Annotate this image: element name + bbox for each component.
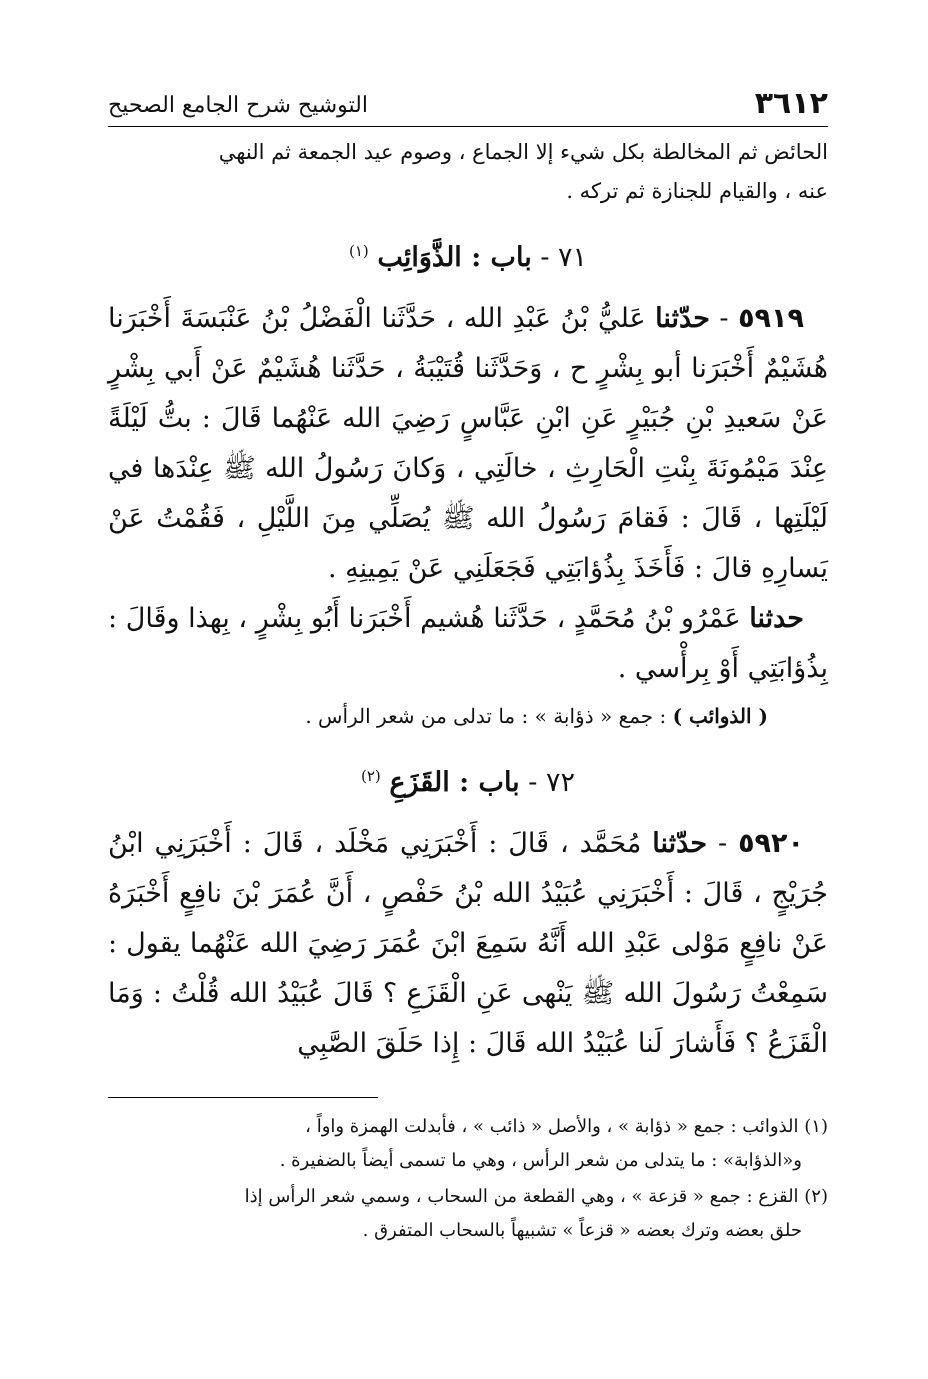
hadith-5919 (108, 294, 828, 594)
hadith-opening: حدّثنا (652, 828, 708, 859)
page-number: ٣٦١٢ (754, 86, 828, 121)
hadith-text: مُحَمَّد ، قَالَ : أَخْبَرَنِي مَخْلَد ، قَالَ : أَخْبَرَنِي ابْنُ جُرَيْجٍ ، قَالَ : أَخْبَرَنِي عُبَيْدُ الله بْنُ حَفْصٍ ، أَنَّ عُمَرَ بْنَ نافِعٍ أَخْبَرَهُ عَنْ نافِعٍ مَوْلى عَبْدِ الله أَنَّهُ سَمِعَ ابْنَ عُمَرَ رَضِيَ الله عَنْهُما يقول : سَمِعْتُ رَسُولَ الله ﷺ يَنْهى عَنِ الْقَزَعِ ؟ قَالَ عُبَيْدُ الله قُلْتُ : وَمَا الْقَزَعُ ؟ فَأَشارَ لَنا عُبَيْدُ الله قَالَ : إِذا حَلَقَ الصَّبِي (108, 828, 828, 1059)
hadith-dash: - (707, 828, 739, 859)
hadith-number: ٥٩١٩ (738, 303, 804, 334)
hadith-number: ٥٩٢٠ (738, 828, 804, 859)
chapter-heading-71 (108, 229, 828, 280)
chain-opening: حدثنا (749, 603, 804, 634)
hadith-opening: حدّثنا (655, 303, 710, 334)
gloss-71 (108, 696, 828, 736)
secondary-chain (108, 594, 828, 694)
chapter-number: ٧١ - (531, 242, 588, 273)
hadith-5920 (108, 819, 828, 1069)
hadith-dash: - (709, 303, 739, 334)
chapter-number: ٧٢ - (519, 767, 575, 798)
intro-line: عنه ، والقيام للجنازة ثم تركه . (566, 179, 828, 203)
header-rule (108, 126, 828, 127)
footnote-line: و«الذؤابة» : ما يتدلى من شعر الرأس ، وهي ما تسمى أيضاً بالضفيرة . (279, 1150, 802, 1171)
chapter-title: باب : القَزَعِ (389, 767, 520, 798)
footnote-line: (٢) القزع : جمع « قزعة » ، وهي القطعة من السحاب ، وسمي شعر الرأس إذا (244, 1186, 828, 1207)
footnote-rule (108, 1097, 378, 1098)
footnote-line: حلق بعضه وترك بعضه « قزعاً » تشبيهاً بالسحاب المتفرق . (362, 1220, 802, 1241)
footnote-line: (١) الذوائب : جمع « ذؤابة » ، والأصل « ذائب » ، فأبدلت الهمزة واواً ، (305, 1116, 828, 1137)
intro-paragraph (108, 133, 828, 211)
footnote-1 (108, 1110, 828, 1178)
chapter-heading-72 (108, 754, 828, 805)
intro-line: الحائض ثم المخالطة بكل شيء إلا الجماع ، وصوم عيد الجمعة ثم النهي (218, 140, 828, 164)
hadith-text: عَليُّ بْنُ عَبْدِ الله ، حَدَّثَنا الْفَضْلُ بْنُ عَنْبَسَةَ أَخْبَرَنا هُشَيْمٌ أَخْبَرَنا أبو بِشْرٍ ح ، وَحَدَّثَنا قُتَيْبَةُ ، حَدَّثَنا هُشَيْمٌ عَنْ أَبي بِشْرٍ عَنْ سَعيدِ بْنِ جُبَيْرٍ عَنِ ابْنِ عَبَّاسٍ رَضِيَ الله عَنْهُما قَالَ : بتُّ لَيْلَةً عِنْدَ مَيْمُونَةَ بِنْتِ الْحَارِثِ ، خالَتِي ، وَكانَ رَسُولُ الله ﷺ عِنْدَها في لَيْلَتِها ، قَالَ : فَقامَ رَسُولُ الله ﷺ يُصَلِّي مِنَ اللَّيْلِ ، فَقُمْتُ عَنْ يَسارِهِ قالَ : فَأَخَذَ بِذُؤابَتِي فَجَعَلَنِي عَنْ يَمِينِهِ . (108, 303, 828, 584)
footnote-2 (108, 1180, 828, 1248)
gloss-term: ( الذوائب ) (672, 704, 768, 728)
footnote-ref: (٢) (360, 767, 381, 785)
gloss-text: : جمع « ذؤابة » : ما تدلى من شعر الرأس . (305, 704, 673, 728)
chapter-title: باب : الذَّوَائِب (377, 242, 532, 273)
book-page (108, 80, 828, 1250)
page-header (108, 80, 828, 124)
running-title: التوشيح شرح الجامع الصحيح (108, 93, 368, 118)
footnote-ref: (١) (348, 242, 369, 260)
footnotes (108, 1110, 828, 1248)
chain-text: عَمْرُو بْنُ مُحَمَّدٍ ، حَدَّثَنا هُشيم أَخْبَرَنا أَبُو بِشْرٍ ، بِهذا وقَالَ : بِذُؤابَتِي أَوْ بِرأْسي . (108, 603, 828, 684)
